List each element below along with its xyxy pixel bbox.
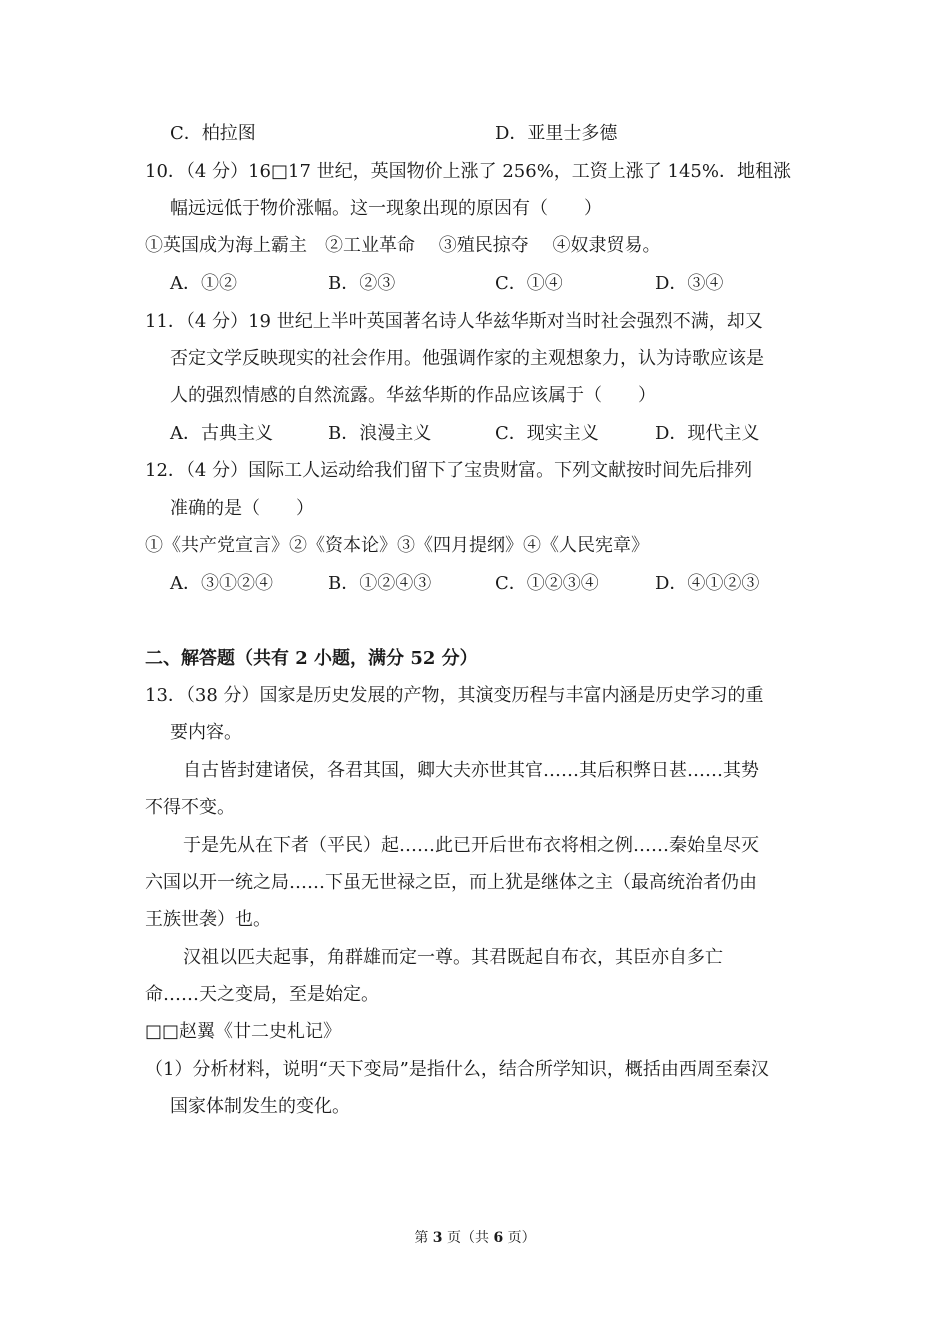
q11-stem-line3: 人的强烈情感的自然流露。华兹华斯的作品应该属于（ ） (170, 385, 656, 406)
q13-subquestion1-line2: 国家体制发生的变化。 (170, 1096, 350, 1117)
q13-subquestion1-line1: （1）分析材料，说明“天下变局”是指什么，结合所学知识，概括由西周至秦汉 (145, 1059, 769, 1080)
q11-option-b: B．浪漫主义 (328, 423, 432, 444)
q13-material-p3-line1: 汉祖以匹夫起事，角群雄而定一尊。其君既起自布衣，其臣亦自多亡 (183, 947, 723, 968)
q12-option-d: D．④①②③ (655, 573, 760, 594)
q13-stem-line2: 要内容。 (170, 722, 242, 743)
q9-option-d: D．亚里士多德 (495, 123, 618, 144)
section-heading: 二、解答题（共有 2 小题，满分 52 分） (145, 648, 478, 669)
q13-material-p2-line3: 王族世袭）也。 (145, 909, 271, 930)
q11-option-a: A．古典主义 (170, 423, 273, 444)
total-pages: 6 (493, 1230, 504, 1246)
footer-middle: 页（共 (442, 1230, 494, 1246)
q10-stem-line2: 幅远远低于物价涨幅。这一现象出现的原因有（ ） (170, 198, 602, 219)
q10-option-a: A．①② (170, 273, 237, 294)
q13-stem-line1: 13．（38 分）国家是历史发展的产物，其演变历程与丰富内涵是历史学习的重 (145, 685, 764, 706)
q13-material-p1-line2: 不得不变。 (145, 797, 235, 818)
q11-stem-line1: 11．（4 分）19 世纪上半叶英国著名诗人华兹华斯对当时社会强烈不满，却又 (145, 311, 763, 332)
page-number: 3 (432, 1230, 443, 1246)
footer-prefix: 第 (414, 1230, 433, 1246)
q13-source: □□赵翼《廿二史札记》 (145, 1021, 342, 1042)
q13-material-p2-line1: 于是先从在下者（平民）起……此已开后世布衣将相之例……秦始皇尽灭 (183, 835, 759, 856)
q12-stem-line2: 准确的是（ ） (170, 498, 314, 519)
q10-option-b: B．②③ (328, 273, 396, 294)
page-footer (0, 1228, 950, 1248)
q10-items: ①英国成为海上霸主 ②工业革命 ③殖民掠夺 ④奴隶贸易。 (145, 235, 661, 256)
q11-option-d: D．现代主义 (655, 423, 760, 444)
footer-suffix: 页） (503, 1230, 536, 1246)
q13-material-p2-line2: 六国以开一统之局……下虽无世禄之臣，而上犹是继体之主（最高统治者仍由 (145, 872, 757, 893)
q12-stem-line1: 12．（4 分）国际工人运动给我们留下了宝贵财富。下列文献按时间先后排列 (145, 460, 753, 481)
q12-option-b: B．①②④③ (328, 573, 432, 594)
q10-option-d: D．③④ (655, 273, 724, 294)
q9-option-c: C．柏拉图 (170, 123, 256, 144)
q12-items: ①《共产党宣言》②《资本论》③《四月提纲》④《人民宪章》 (145, 535, 649, 556)
q11-stem-line2: 否定文学反映现实的社会作用。他强调作家的主观想象力，认为诗歌应该是 (170, 348, 764, 369)
q12-option-c: C．①②③④ (495, 573, 599, 594)
q10-option-c: C．①④ (495, 273, 563, 294)
q10-stem-line1: 10．（4 分）16□17 世纪，英国物价上涨了 256%，工资上涨了 145%．地租涨 (145, 161, 791, 182)
q13-material-p1-line1: 自古皆封建诸侯，各君其国，卿大夫亦世其官……其后积弊日甚……其势 (183, 760, 759, 781)
q11-option-c: C．现实主义 (495, 423, 599, 444)
q13-material-p3-line2: 命……天之变局，至是始定。 (145, 984, 379, 1005)
q12-option-a: A．③①②④ (170, 573, 273, 594)
